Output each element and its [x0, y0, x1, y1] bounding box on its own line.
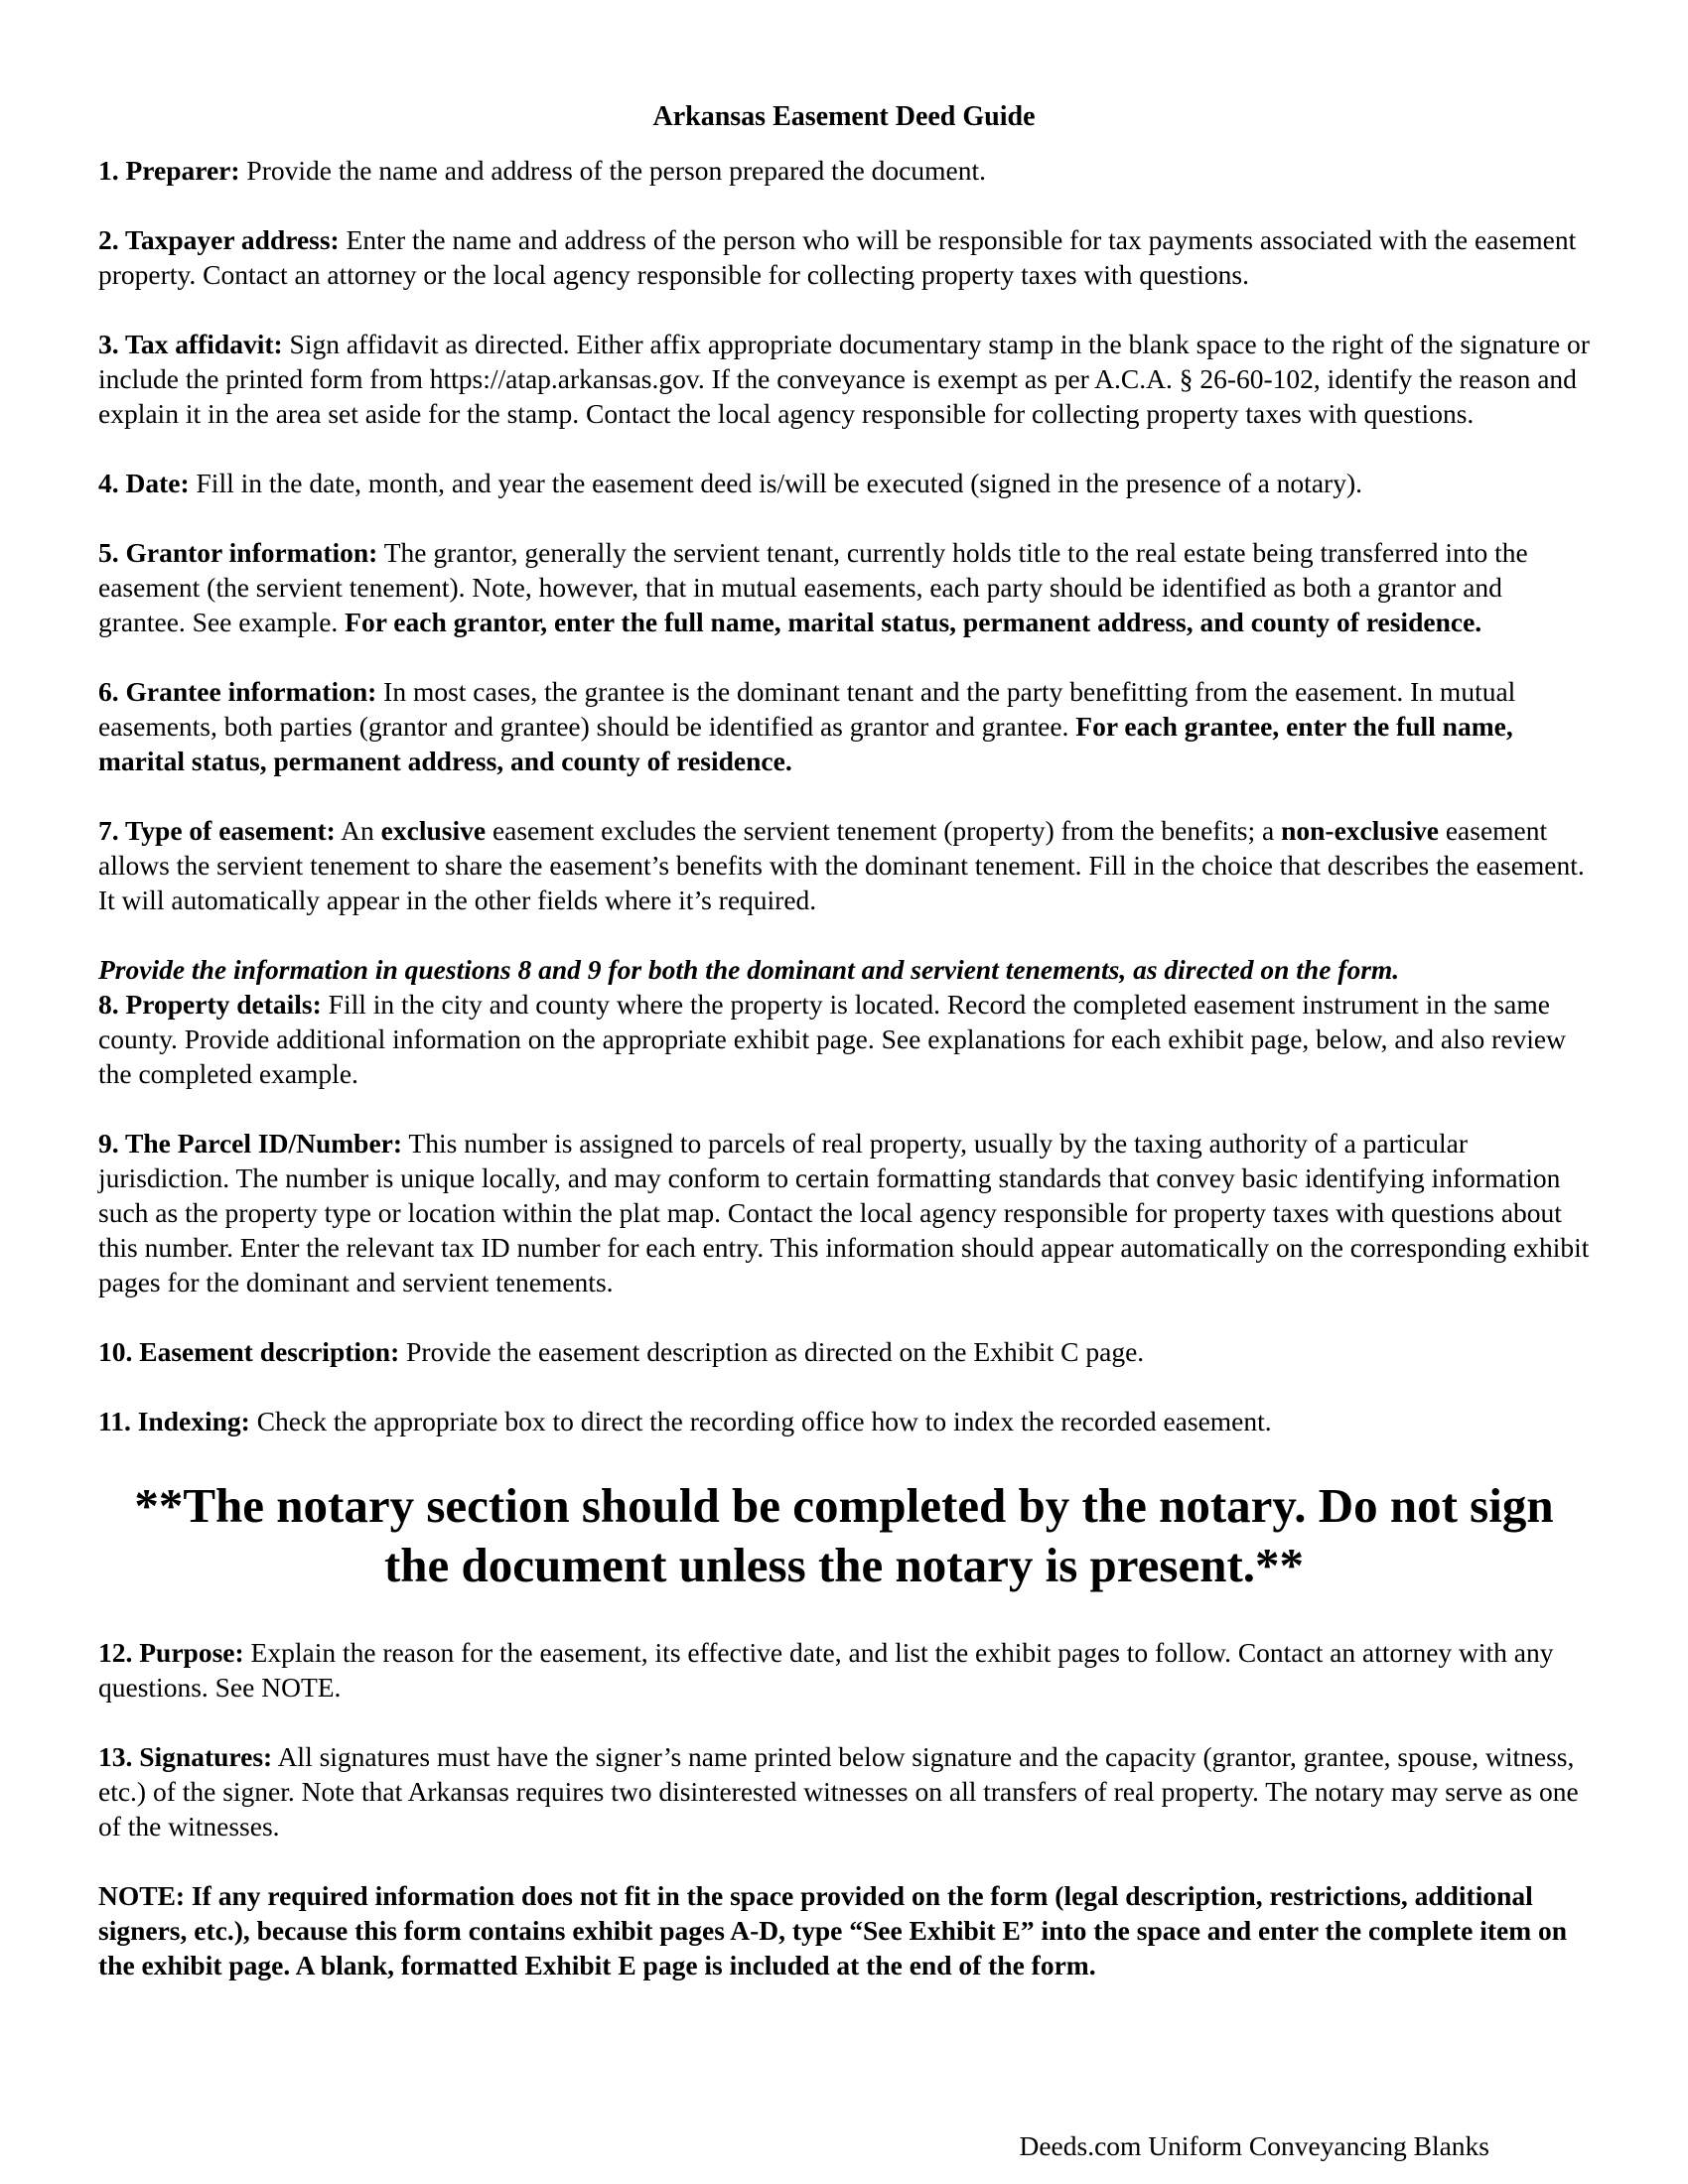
- item-date: [98, 466, 1590, 500]
- item-easement-description: [98, 1334, 1590, 1369]
- item-text: In most cases, the grantee is the dominant tenant and the party benefitting from the easement. In mutual easements, both parties (grantor and grantee) should be identified as grantor and grantee.: [98, 676, 1516, 742]
- item-signatures: [98, 1739, 1590, 1843]
- item-text: Explain the reason for the easement, its effective date, and list the exhibit pages to follow. Contact an attorney with any questions. See NOTE.: [98, 1637, 1554, 1703]
- item-type-of-easement: [98, 813, 1590, 917]
- item-label: 12. Purpose:: [98, 1637, 244, 1668]
- item-label: 9. The Parcel ID/Number:: [98, 1128, 403, 1159]
- notary-warning: [98, 1476, 1590, 1595]
- item-text: easement excludes the servient tenement (property) from the benefits; a: [486, 815, 1282, 846]
- item-label: 10. Easement description:: [98, 1336, 400, 1367]
- item-label: 13. Signatures:: [98, 1741, 273, 1772]
- notary-warning-line-1: **The notary section should be completed by the notary. Do not sign: [134, 1478, 1554, 1533]
- item-label: 3. Tax affidavit:: [98, 329, 283, 359]
- item-label: 11. Indexing:: [98, 1406, 250, 1436]
- item-text: An: [335, 815, 381, 846]
- item-label: 6. Grantee information:: [98, 676, 377, 707]
- term-exclusive: exclusive: [380, 815, 487, 846]
- item-text: Provide the name and address of the person prepared the document.: [239, 155, 986, 186]
- item-tax-affidavit: [98, 327, 1590, 431]
- item-preparer: [98, 153, 1590, 188]
- item-text: Sign affidavit as directed. Either affix appropriate documentary stamp in the blank space to the right of the signature or include the printed form from https://atap.arkansas.gov. If the conveyance is exempt as per A.C.A. § 26-60-102, identify the reason and explain it in the area set aside for the stamp. Contact the local agency responsible for collecting property taxes with questions.: [98, 329, 1590, 429]
- term-non-exclusive: non-exclusive: [1281, 815, 1439, 846]
- item-label: 4. Date:: [98, 468, 190, 498]
- item-text: easement allows the servient tenement to share the easement’s benefits with the dominant tenement. Fill in the choice that describes the easement. It will automatically appear in the other fields where it’s required.: [98, 815, 1585, 915]
- item-text: All signatures must have the signer’s name printed below signature and the capacity (grantor, grantee, spouse, witness, etc.) of the signer. Note that Arkansas requires two disinterested witnesses on all transfers of real property. The notary may serve as one of the witnesses.: [98, 1741, 1579, 1842]
- tenements-instruction: Provide the information in questions 8 and 9 for both the dominant and servient tenements, as directed on the form.: [98, 954, 1400, 985]
- item-label: 5. Grantor information:: [98, 537, 378, 568]
- item-label: 1. Preparer:: [98, 155, 240, 186]
- item-label: 8. Property details:: [98, 989, 322, 1020]
- item-grantor-information: [98, 535, 1590, 639]
- item-text: This number is assigned to parcels of real property, usually by the taxing authority of a particular jurisdiction. The number is unique locally, and may conform to certain formatting standards that convey basic identifying information such as the property type or location within the plat map. Contact the local agency responsible for property taxes with questions about this number. Enter the relevant tax ID number for each entry. This information should appear automatically on the corresponding exhibit pages for the dominant and servient tenements.: [98, 1128, 1590, 1297]
- item-text: Fill in the city and county where the property is located. Record the completed easement instrument in the same county. Provide additional information on the appropriate exhibit page. See explanations for each exhibit page, below, and also review the completed example.: [98, 989, 1566, 1089]
- item-bold-instruction: For each grantee, enter the full name, marital status, permanent address, and county of residence.: [98, 711, 1513, 776]
- item-bold-instruction: For each grantor, enter the full name, marital status, permanent address, and county of residence.: [345, 607, 1482, 637]
- item-grantee-information: [98, 674, 1590, 778]
- footer-credit: Deeds.com Uniform Conveyancing Blanks: [1019, 2130, 1489, 2161]
- item-taxpayer-address: [98, 222, 1590, 292]
- exhibit-note: NOTE: If any required information does not fit in the space provided on the form (legal description, restrictions, additional signers, etc.), because this form contains exhibit pages A-D, type “See Exhibit E” into the space and enter the complete item on the exhibit page. A blank, formatted Exhibit E page is included at the end of the form.: [98, 1880, 1568, 1980]
- item-text: Check the appropriate box to direct the recording office how to index the recorded easement.: [249, 1406, 1272, 1436]
- item-text: The grantor, generally the servient tenant, currently holds title to the real estate being transferred into the easement (the servient tenement). Note, however, that in mutual easements, each party should be identified as both a grantor and grantee. See example.: [98, 537, 1528, 637]
- page-title: Arkansas Easement Deed Guide: [652, 101, 1036, 132]
- item-text: Fill in the date, month, and year the easement deed is/will be executed (signed in the presence of a notary).: [189, 468, 1362, 498]
- item-parcel-id: [98, 1126, 1590, 1299]
- item-label: 7. Type of easement:: [98, 815, 336, 846]
- item-indexing: [98, 1404, 1590, 1438]
- item-text: Enter the name and address of the person who will be responsible for tax payments associated with the easement property. Contact an attorney or the local agency responsible for collecting property taxes with questions.: [98, 224, 1577, 290]
- item-property-details: [98, 987, 1590, 1091]
- item-purpose: [98, 1635, 1590, 1705]
- item-text: Provide the easement description as directed on the Exhibit C page.: [399, 1336, 1145, 1367]
- document-body: [98, 97, 1590, 1982]
- item-label: 2. Taxpayer address:: [98, 224, 340, 255]
- notary-warning-line-2: the document unless the notary is present.**: [383, 1538, 1305, 1592]
